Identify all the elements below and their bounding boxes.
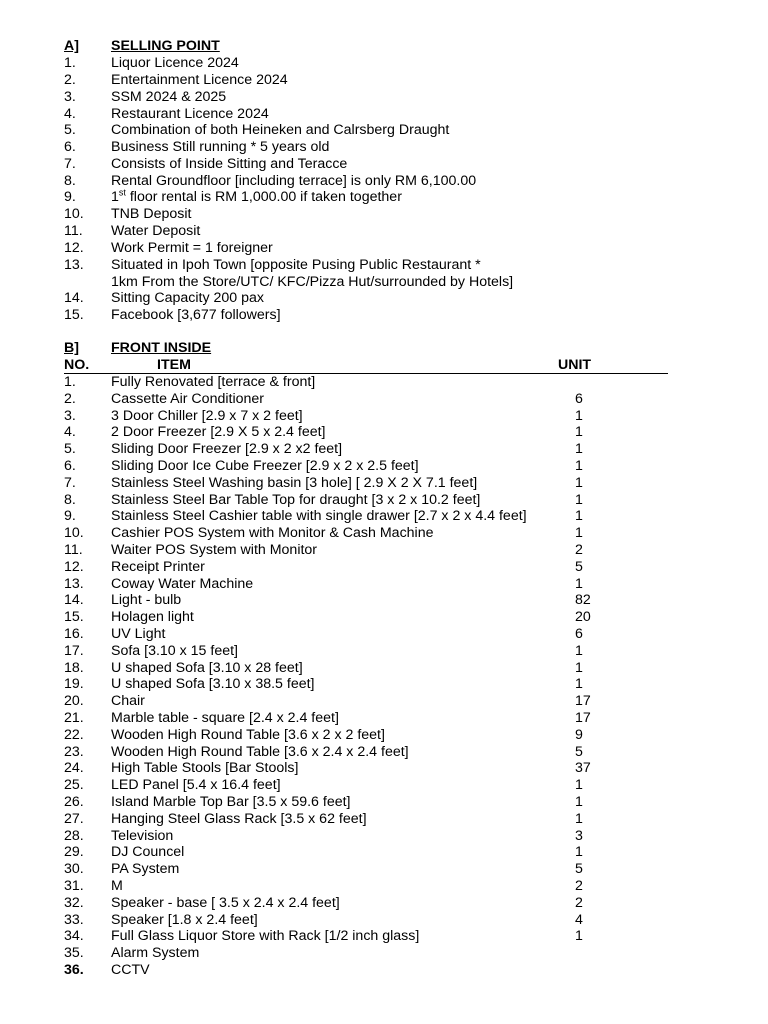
row-number: 7. [64, 474, 76, 491]
row-item: Wooden High Round Table [3.6 x 2 x 2 feet] [111, 726, 385, 743]
row-item: Cassette Air Conditioner [111, 390, 264, 407]
row-item: Hanging Steel Glass Rack [3.5 x 62 feet] [111, 810, 367, 827]
row-unit: 1 [575, 810, 583, 827]
row-item: Cashier POS System with Monitor & Cash Machine [111, 525, 434, 542]
row-item: Stainless Steel Washing basin [3 hole] [ 2.9 X 2 X 7.1 feet] [111, 474, 478, 491]
row-item: DJ Councel [111, 844, 185, 861]
item-text: Situated in Ipoh Town [opposite Pusing Public Restaurant * [111, 257, 481, 273]
row-unit: 1 [575, 407, 583, 424]
row-number: 11. [64, 542, 83, 558]
item-text: Consists of Inside Sitting and Teracce [111, 156, 348, 172]
row-item: Waiter POS System with Monitor [111, 542, 318, 558]
row-number: 12. [64, 558, 84, 575]
row-item: Sliding Door Ice Cube Freezer [2.9 x 2 x 2.5 feet] [111, 458, 419, 474]
item-text: Combination of both Heineken and Calrsberg Draught [111, 122, 450, 138]
section-b-letter: B] [64, 340, 79, 356]
row-item: Receipt Printer [111, 558, 205, 575]
item-text: SSM 2024 & 2025 [111, 89, 227, 105]
item-number: 9. [64, 189, 76, 205]
row-unit: 82 [575, 592, 591, 609]
row-number: 17. [64, 642, 84, 659]
row-unit: 20 [575, 609, 591, 626]
row-unit: 6 [575, 626, 583, 642]
item-text-rest: floor rental is RM 1,000.00 if taken together [125, 189, 402, 205]
item-text: Work Permit = 1 foreigner [111, 240, 273, 256]
row-item: PA System [111, 861, 180, 878]
row-number: 27. [64, 810, 84, 827]
row-number: 2. [64, 390, 76, 407]
item-text: Sitting Capacity 200 pax [111, 290, 265, 306]
row-item: UV Light [111, 626, 166, 642]
item-number: 13. [64, 257, 84, 273]
item-text: Facebook [3,677 followers] [111, 307, 281, 323]
row-number: 21. [64, 710, 84, 726]
row-unit: 1 [575, 441, 583, 458]
row-item: Stainless Steel Bar Table Top for draught [3 x 2 x 10.2 feet] [111, 491, 481, 508]
row-number: 26. [64, 794, 84, 810]
row-item: Island Marble Top Bar [3.5 x 59.6 feet] [111, 794, 351, 810]
item-number: 3. [64, 89, 76, 105]
row-number: 18. [64, 659, 84, 676]
row-unit: 1 [575, 491, 583, 508]
row-number: 10. [64, 525, 84, 542]
row-item: LED Panel [5.4 x 16.4 feet] [111, 777, 281, 794]
row-number: 9. [64, 508, 76, 525]
item-text [111, 189, 402, 206]
section-b-title: FRONT INSIDE [111, 340, 212, 356]
row-unit: 3 [575, 827, 583, 844]
row-number: 28. [64, 827, 84, 844]
item-number: 15. [64, 307, 84, 323]
row-unit: 1 [575, 676, 583, 693]
row-number: 3. [64, 407, 76, 424]
row-item: Fully Renovated [terrace & front] [111, 374, 316, 390]
row-number: 8. [64, 491, 76, 508]
row-number: 15. [64, 609, 84, 626]
row-number: 33. [64, 911, 84, 928]
item-number: 1. [64, 55, 76, 71]
row-unit: 37 [575, 760, 591, 777]
row-unit: 1 [575, 458, 583, 474]
row-number: 22. [64, 726, 84, 743]
row-number: 14. [64, 592, 84, 609]
row-item: Full Glass Liquor Store with Rack [1/2 inch glass] [111, 928, 420, 945]
item-text: Water Deposit [111, 223, 201, 239]
item-number: 5. [64, 122, 76, 138]
item-number: 8. [64, 173, 76, 189]
row-number: 36. [64, 962, 84, 978]
row-unit: 1 [575, 575, 583, 592]
row-unit: 17 [575, 710, 591, 726]
item-number: 4. [64, 106, 76, 122]
row-unit: 4 [575, 911, 583, 928]
row-item: Alarm System [111, 945, 200, 962]
row-unit: 1 [575, 474, 583, 491]
row-unit: 1 [575, 525, 583, 542]
item-text: Entertainment Licence 2024 [111, 72, 288, 88]
section-a-title: SELLING POINT [111, 38, 220, 54]
item-number: 10. [64, 206, 84, 222]
row-number: 24. [64, 760, 84, 777]
row-number: 5. [64, 441, 76, 458]
row-number: 25. [64, 777, 84, 794]
row-item: M [111, 878, 123, 894]
column-header-item: ITEM [157, 357, 191, 373]
row-unit: 1 [575, 844, 583, 861]
row-item: Speaker - base [ 3.5 x 2.4 x 2.4 feet] [111, 894, 340, 911]
row-unit: 1 [575, 642, 583, 659]
row-number: 34. [64, 928, 84, 945]
row-number: 29. [64, 844, 84, 861]
row-item: Television [111, 827, 174, 844]
row-unit: 5 [575, 743, 583, 760]
row-number: 6. [64, 458, 76, 474]
item-text: Liquor Licence 2024 [111, 55, 239, 71]
row-item: Stainless Steel Cashier table with single drawer [2.7 x 2 x 4.4 feet] [111, 508, 527, 525]
row-item: Coway Water Machine [111, 575, 254, 592]
row-item: Sliding Door Freezer [2.9 x 2 x2 feet] [111, 441, 343, 458]
row-number: 19. [64, 676, 84, 693]
item-number: 11. [64, 223, 83, 239]
row-item: CCTV [111, 962, 150, 978]
item-number: 12. [64, 240, 84, 256]
row-item: 2 Door Freezer [2.9 X 5 x 2.4 feet] [111, 424, 326, 441]
row-item: Wooden High Round Table [3.6 x 2.4 x 2.4 feet] [111, 743, 409, 760]
row-unit: 1 [575, 794, 583, 810]
item-text-line2: 1km From the Store/UTC/ KFC/Pizza Hut/surrounded by Hotels] [111, 274, 514, 290]
row-unit: 17 [575, 693, 591, 710]
row-number: 13. [64, 575, 84, 592]
row-number: 32. [64, 894, 84, 911]
row-unit: 1 [575, 928, 583, 945]
item-number: 7. [64, 156, 76, 172]
row-number: 23. [64, 743, 84, 760]
row-number: 35. [64, 945, 84, 962]
row-item: U shaped Sofa [3.10 x 28 feet] [111, 659, 303, 676]
row-unit: 2 [575, 542, 583, 558]
row-unit: 1 [575, 508, 583, 525]
row-item: Holagen light [111, 609, 194, 626]
row-unit: 1 [575, 777, 583, 794]
item-number: 6. [64, 139, 76, 155]
row-item: High Table Stools [Bar Stools] [111, 760, 299, 777]
row-item: U shaped Sofa [3.10 x 38.5 feet] [111, 676, 315, 693]
column-header-unit: UNIT [558, 357, 592, 373]
item-text: TNB Deposit [111, 206, 192, 222]
row-unit: 5 [575, 861, 583, 878]
row-unit: 2 [575, 878, 583, 894]
row-unit: 9 [575, 726, 583, 743]
row-unit: 1 [575, 659, 583, 676]
item-number: 14. [64, 290, 84, 306]
row-unit: 2 [575, 894, 583, 911]
row-number: 16. [64, 626, 84, 642]
row-number: 20. [64, 693, 84, 710]
row-item: Speaker [1.8 x 2.4 feet] [111, 911, 258, 928]
row-unit: 5 [575, 558, 583, 575]
row-number: 1. [64, 374, 76, 390]
row-item: 3 Door Chiller [2.9 x 7 x 2 feet] [111, 407, 303, 424]
item-text: Business Still running * 5 years old [111, 139, 330, 155]
item-text: Restaurant Licence 2024 [111, 106, 269, 122]
row-number: 30. [64, 861, 84, 878]
column-header-no: NO. [64, 357, 90, 373]
item-number: 2. [64, 72, 76, 88]
row-unit: 6 [575, 390, 583, 407]
item-text-start: 1 [111, 189, 119, 205]
row-item: Light - bulb [111, 592, 182, 609]
row-number: 4. [64, 424, 76, 441]
row-item: Marble table - square [2.4 x 2.4 feet] [111, 710, 339, 726]
row-item: Chair [111, 693, 145, 710]
item-text: Rental Groundfloor [including terrace] is only RM 6,100.00 [111, 173, 477, 189]
row-number: 31. [64, 878, 84, 894]
row-item: Sofa [3.10 x 15 feet] [111, 642, 238, 659]
item-text-superscript: st [118, 187, 126, 198]
section-a-letter: A] [64, 38, 79, 54]
row-unit: 1 [575, 424, 583, 441]
